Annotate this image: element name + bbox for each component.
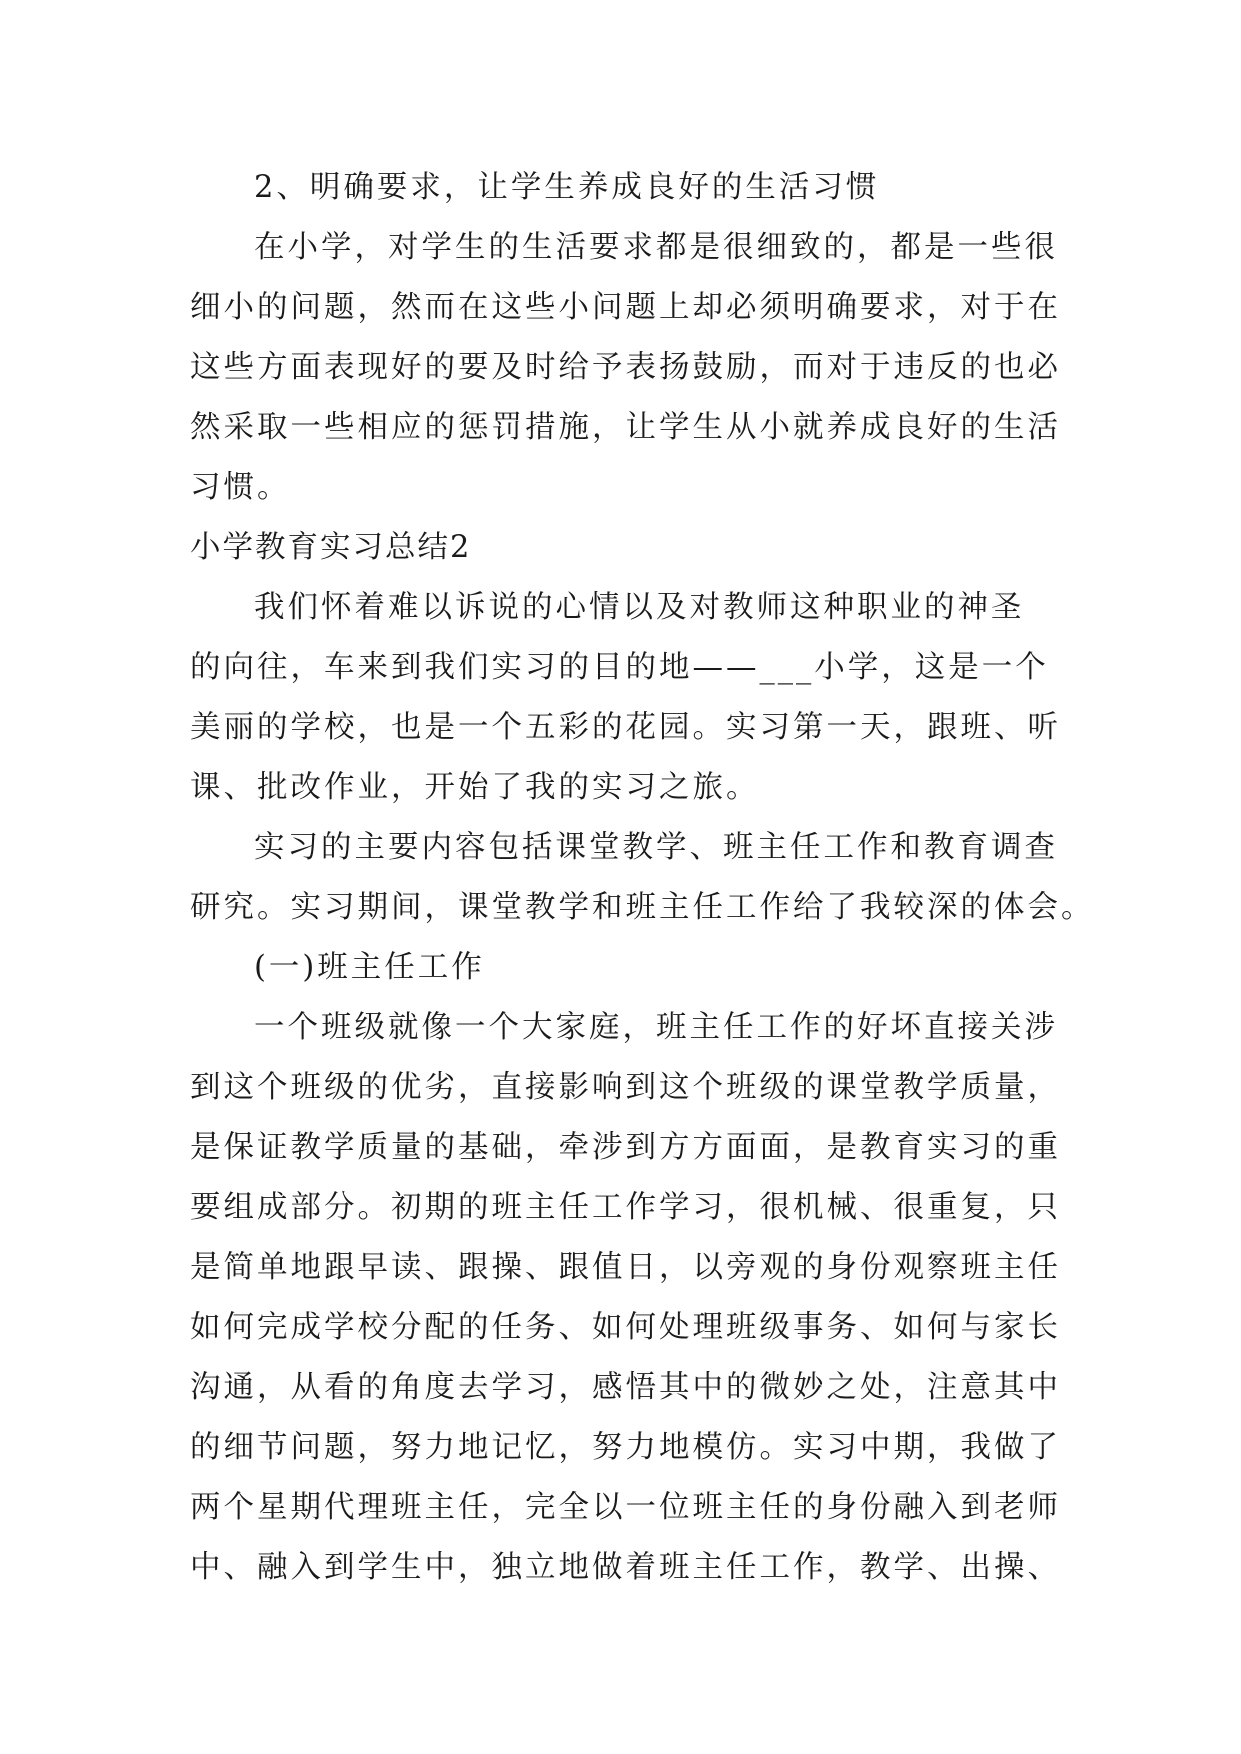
text-line: 实习的主要内容包括课堂教学、班主任工作和教育调查	[254, 830, 1058, 865]
text-line: 是保证教学质量的基础，牵涉到方方面面，是教育实习的重	[190, 1130, 1061, 1165]
text-line: 中、融入到学生中，独立地做着班主任工作，教学、出操、	[190, 1550, 1061, 1585]
text-line: 研究。实习期间，课堂教学和班主任工作给了我较深的体会。	[190, 890, 1095, 925]
text-line: 的细节问题，努力地记忆，努力地模仿。实习中期，我做了	[190, 1430, 1061, 1465]
section-heading: 小学教育实习总结2	[190, 530, 472, 565]
text-line: 一个班级就像一个大家庭，班主任工作的好坏直接关涉	[254, 1010, 1058, 1045]
text-line: 两个星期代理班主任，完全以一位班主任的身份融入到老师	[190, 1490, 1061, 1525]
subsection-heading: (一)班主任工作	[254, 950, 485, 985]
document-body	[190, 158, 1095, 1598]
text-line: 然采取一些相应的惩罚措施，让学生从小就养成良好的生活	[190, 410, 1061, 445]
text-line: 这些方面表现好的要及时给予表扬鼓励，而对于违反的也必	[190, 350, 1061, 385]
text-line: 的向往，车来到我们实习的目的地——___小学，这是一个	[190, 650, 1049, 685]
text-line: 到这个班级的优劣，直接影响到这个班级的课堂教学质量，	[190, 1070, 1061, 1105]
text-line: 美丽的学校，也是一个五彩的花园。实习第一天，跟班、听	[190, 710, 1061, 745]
text-line: 我们怀着难以诉说的心情以及对教师这种职业的神圣	[254, 590, 1025, 625]
text-line: 要组成部分。初期的班主任工作学习，很机械、很重复，只	[190, 1190, 1061, 1225]
text-line: 习惯。	[190, 470, 291, 505]
text-line: 2、明确要求，让学生养成良好的生活习惯	[254, 170, 880, 205]
text-line: 如何完成学校分配的任务、如何处理班级事务、如何与家长	[190, 1310, 1061, 1345]
text-line: 课、批改作业，开始了我的实习之旅。	[190, 770, 760, 805]
text-line: 细小的问题，然而在这些小问题上却必须明确要求，对于在	[190, 290, 1061, 325]
text-line: 在小学，对学生的生活要求都是很细致的，都是一些很	[254, 230, 1058, 265]
text-line: 沟通，从看的角度去学习，感悟其中的微妙之处，注意其中	[190, 1370, 1061, 1405]
text-line: 是简单地跟早读、跟操、跟值日，以旁观的身份观察班主任	[190, 1250, 1061, 1285]
